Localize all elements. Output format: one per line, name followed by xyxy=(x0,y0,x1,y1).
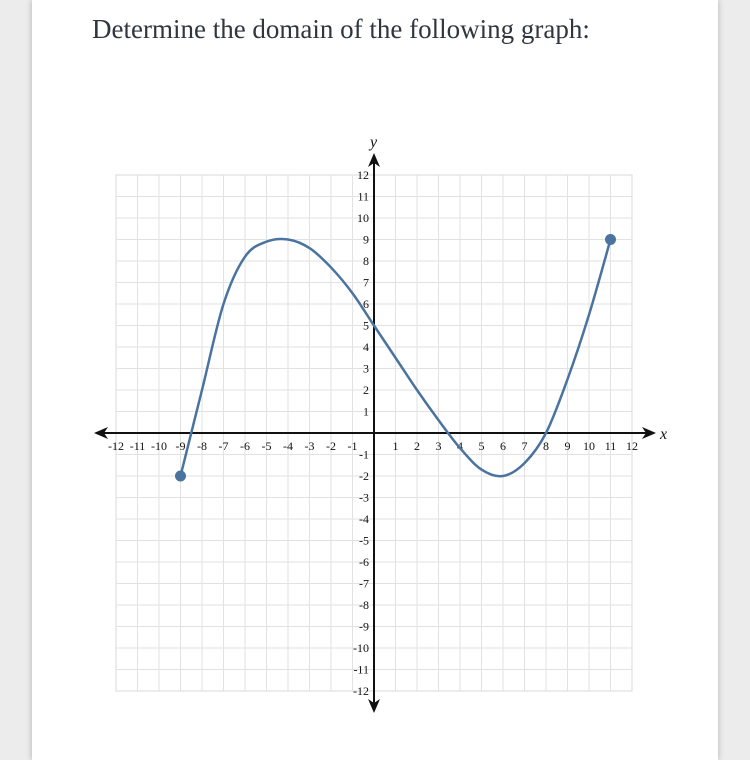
y-tick-label: -7 xyxy=(359,576,369,591)
endpoint-dot xyxy=(605,234,616,245)
y-tick-label: -2 xyxy=(359,469,369,483)
x-tick-label: 8 xyxy=(543,439,549,453)
y-tick-label: 12 xyxy=(357,168,369,182)
x-tick-label: -10 xyxy=(151,439,167,453)
x-tick-label: 3 xyxy=(435,439,442,453)
y-axis-label: y xyxy=(370,134,378,151)
y-tick-label: 10 xyxy=(357,211,369,225)
y-tick-label: 5 xyxy=(363,318,369,333)
y-tick-label: 8 xyxy=(363,254,369,268)
question-text: Determine the domain of the following graph: xyxy=(92,14,590,44)
x-tick-label: -3 xyxy=(304,439,315,453)
y-tick-label: -4 xyxy=(359,512,369,526)
y-tick-label: 6 xyxy=(363,297,369,311)
y-tick-label: 1 xyxy=(363,404,369,419)
y-tick-label: 3 xyxy=(363,361,369,376)
y-tick-label: 11 xyxy=(357,189,369,204)
y-tick-label: -1 xyxy=(359,447,369,462)
x-tick-label: 4 xyxy=(457,439,463,453)
endpoint-dot xyxy=(175,471,186,482)
x-tick-label: -4 xyxy=(283,439,293,453)
y-tick-label: -6 xyxy=(359,555,369,569)
x-tick-label: 2 xyxy=(414,439,420,453)
y-tick-label: -8 xyxy=(359,598,369,612)
x-tick-label: 5 xyxy=(478,439,485,453)
y-tick-label: -3 xyxy=(359,490,369,505)
y-tick-label: -12 xyxy=(353,684,369,698)
y-tick-label: -5 xyxy=(359,533,369,548)
y-tick-label: 2 xyxy=(363,383,369,397)
x-tick-label: -8 xyxy=(197,439,207,453)
x-tick-label: 10 xyxy=(583,439,595,453)
x-tick-label: -12 xyxy=(108,439,124,453)
x-tick-label: -2 xyxy=(326,439,336,453)
x-tick-label: -1 xyxy=(347,439,358,453)
y-tick-label: -11 xyxy=(353,662,369,677)
x-tick-label: -9 xyxy=(175,439,186,453)
y-tick-label: 7 xyxy=(363,275,369,290)
x-tick-label: 11 xyxy=(604,439,617,453)
x-tick-label: -11 xyxy=(129,439,146,453)
x-tick-label: -7 xyxy=(218,439,229,453)
x-axis-label: x xyxy=(660,426,668,443)
x-tick-label: -5 xyxy=(261,439,272,453)
x-tick-label: 1 xyxy=(392,439,399,453)
y-tick-label: -9 xyxy=(359,619,369,634)
y-tick-label: 4 xyxy=(363,340,369,354)
y-tick-label: 9 xyxy=(363,232,369,247)
x-tick-label: 7 xyxy=(521,439,528,453)
y-tick-label: -10 xyxy=(353,641,369,655)
x-tick-label: 12 xyxy=(626,439,638,453)
x-tick-label: -6 xyxy=(240,439,250,453)
x-tick-label: 9 xyxy=(564,439,571,453)
x-tick-label: 6 xyxy=(500,439,506,453)
